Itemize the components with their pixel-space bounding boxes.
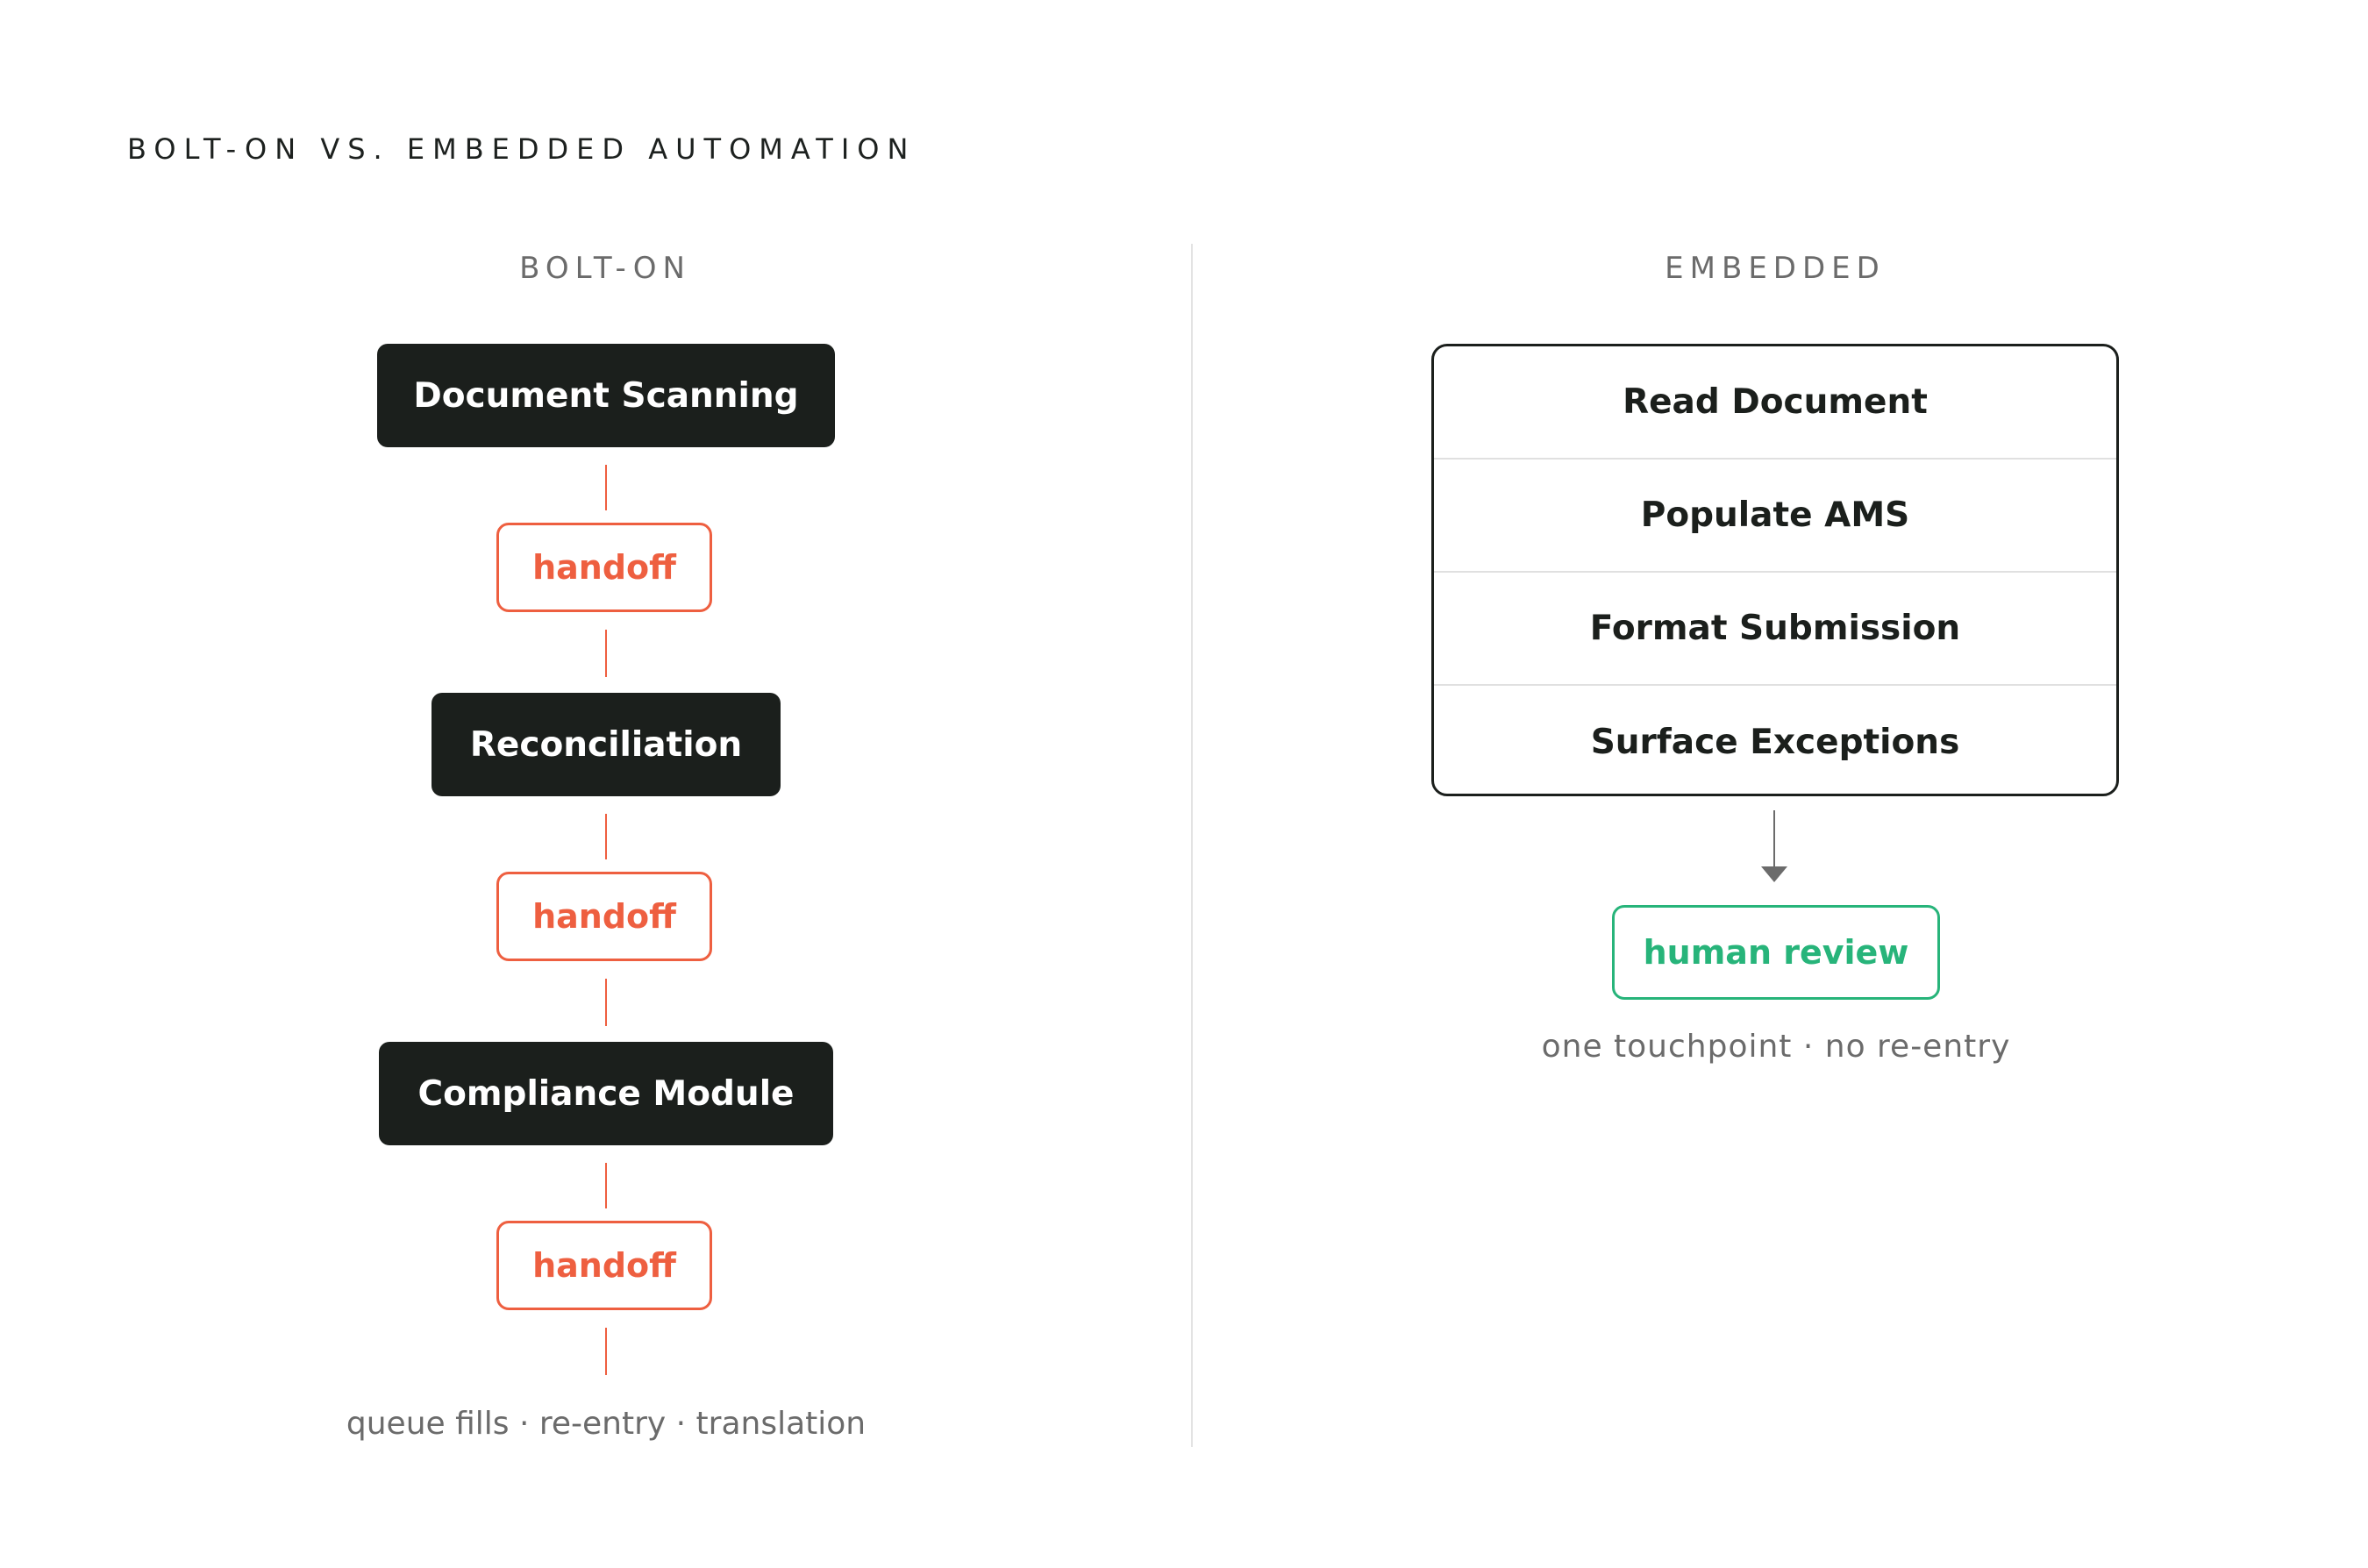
arrow-down-icon <box>1761 866 1787 882</box>
step-read-document: Read Document <box>1434 346 2116 460</box>
handoff-box: handoff <box>496 1221 712 1310</box>
connector-line <box>605 1163 607 1208</box>
connector-line <box>605 979 607 1026</box>
embedded-heading: EMBEDDED <box>1665 251 1886 286</box>
connector-line <box>605 814 607 859</box>
bolt-on-heading: BOLT-ON <box>519 251 691 286</box>
human-review-box: human review <box>1612 905 1940 1000</box>
handoff-box: handoff <box>496 872 712 961</box>
step-compliance-module: Compliance Module <box>379 1042 833 1145</box>
step-surface-exceptions: Surface Exceptions <box>1590 723 1960 762</box>
handoff-box: handoff <box>496 523 712 612</box>
step-populate-ams: Populate AMS <box>1434 460 2116 573</box>
embedded-pipeline-box <box>1431 344 2119 796</box>
connector-line <box>605 465 607 510</box>
step-format-submission: Format Submission <box>1434 573 2116 686</box>
step-reconciliation: Reconciliation <box>432 693 781 796</box>
column-divider <box>1191 244 1193 1447</box>
bolt-on-caption: queue fills · re-entry · translation <box>346 1406 867 1442</box>
diagram-title: BOLT-ON VS. EMBEDDED AUTOMATION <box>127 132 917 166</box>
connector-line <box>605 630 607 677</box>
arrow-line <box>1773 810 1775 872</box>
connector-line <box>605 1328 607 1375</box>
step-document-scanning: Document Scanning <box>377 344 835 447</box>
embedded-caption: one touchpoint · no re-entry <box>1541 1029 2011 1065</box>
